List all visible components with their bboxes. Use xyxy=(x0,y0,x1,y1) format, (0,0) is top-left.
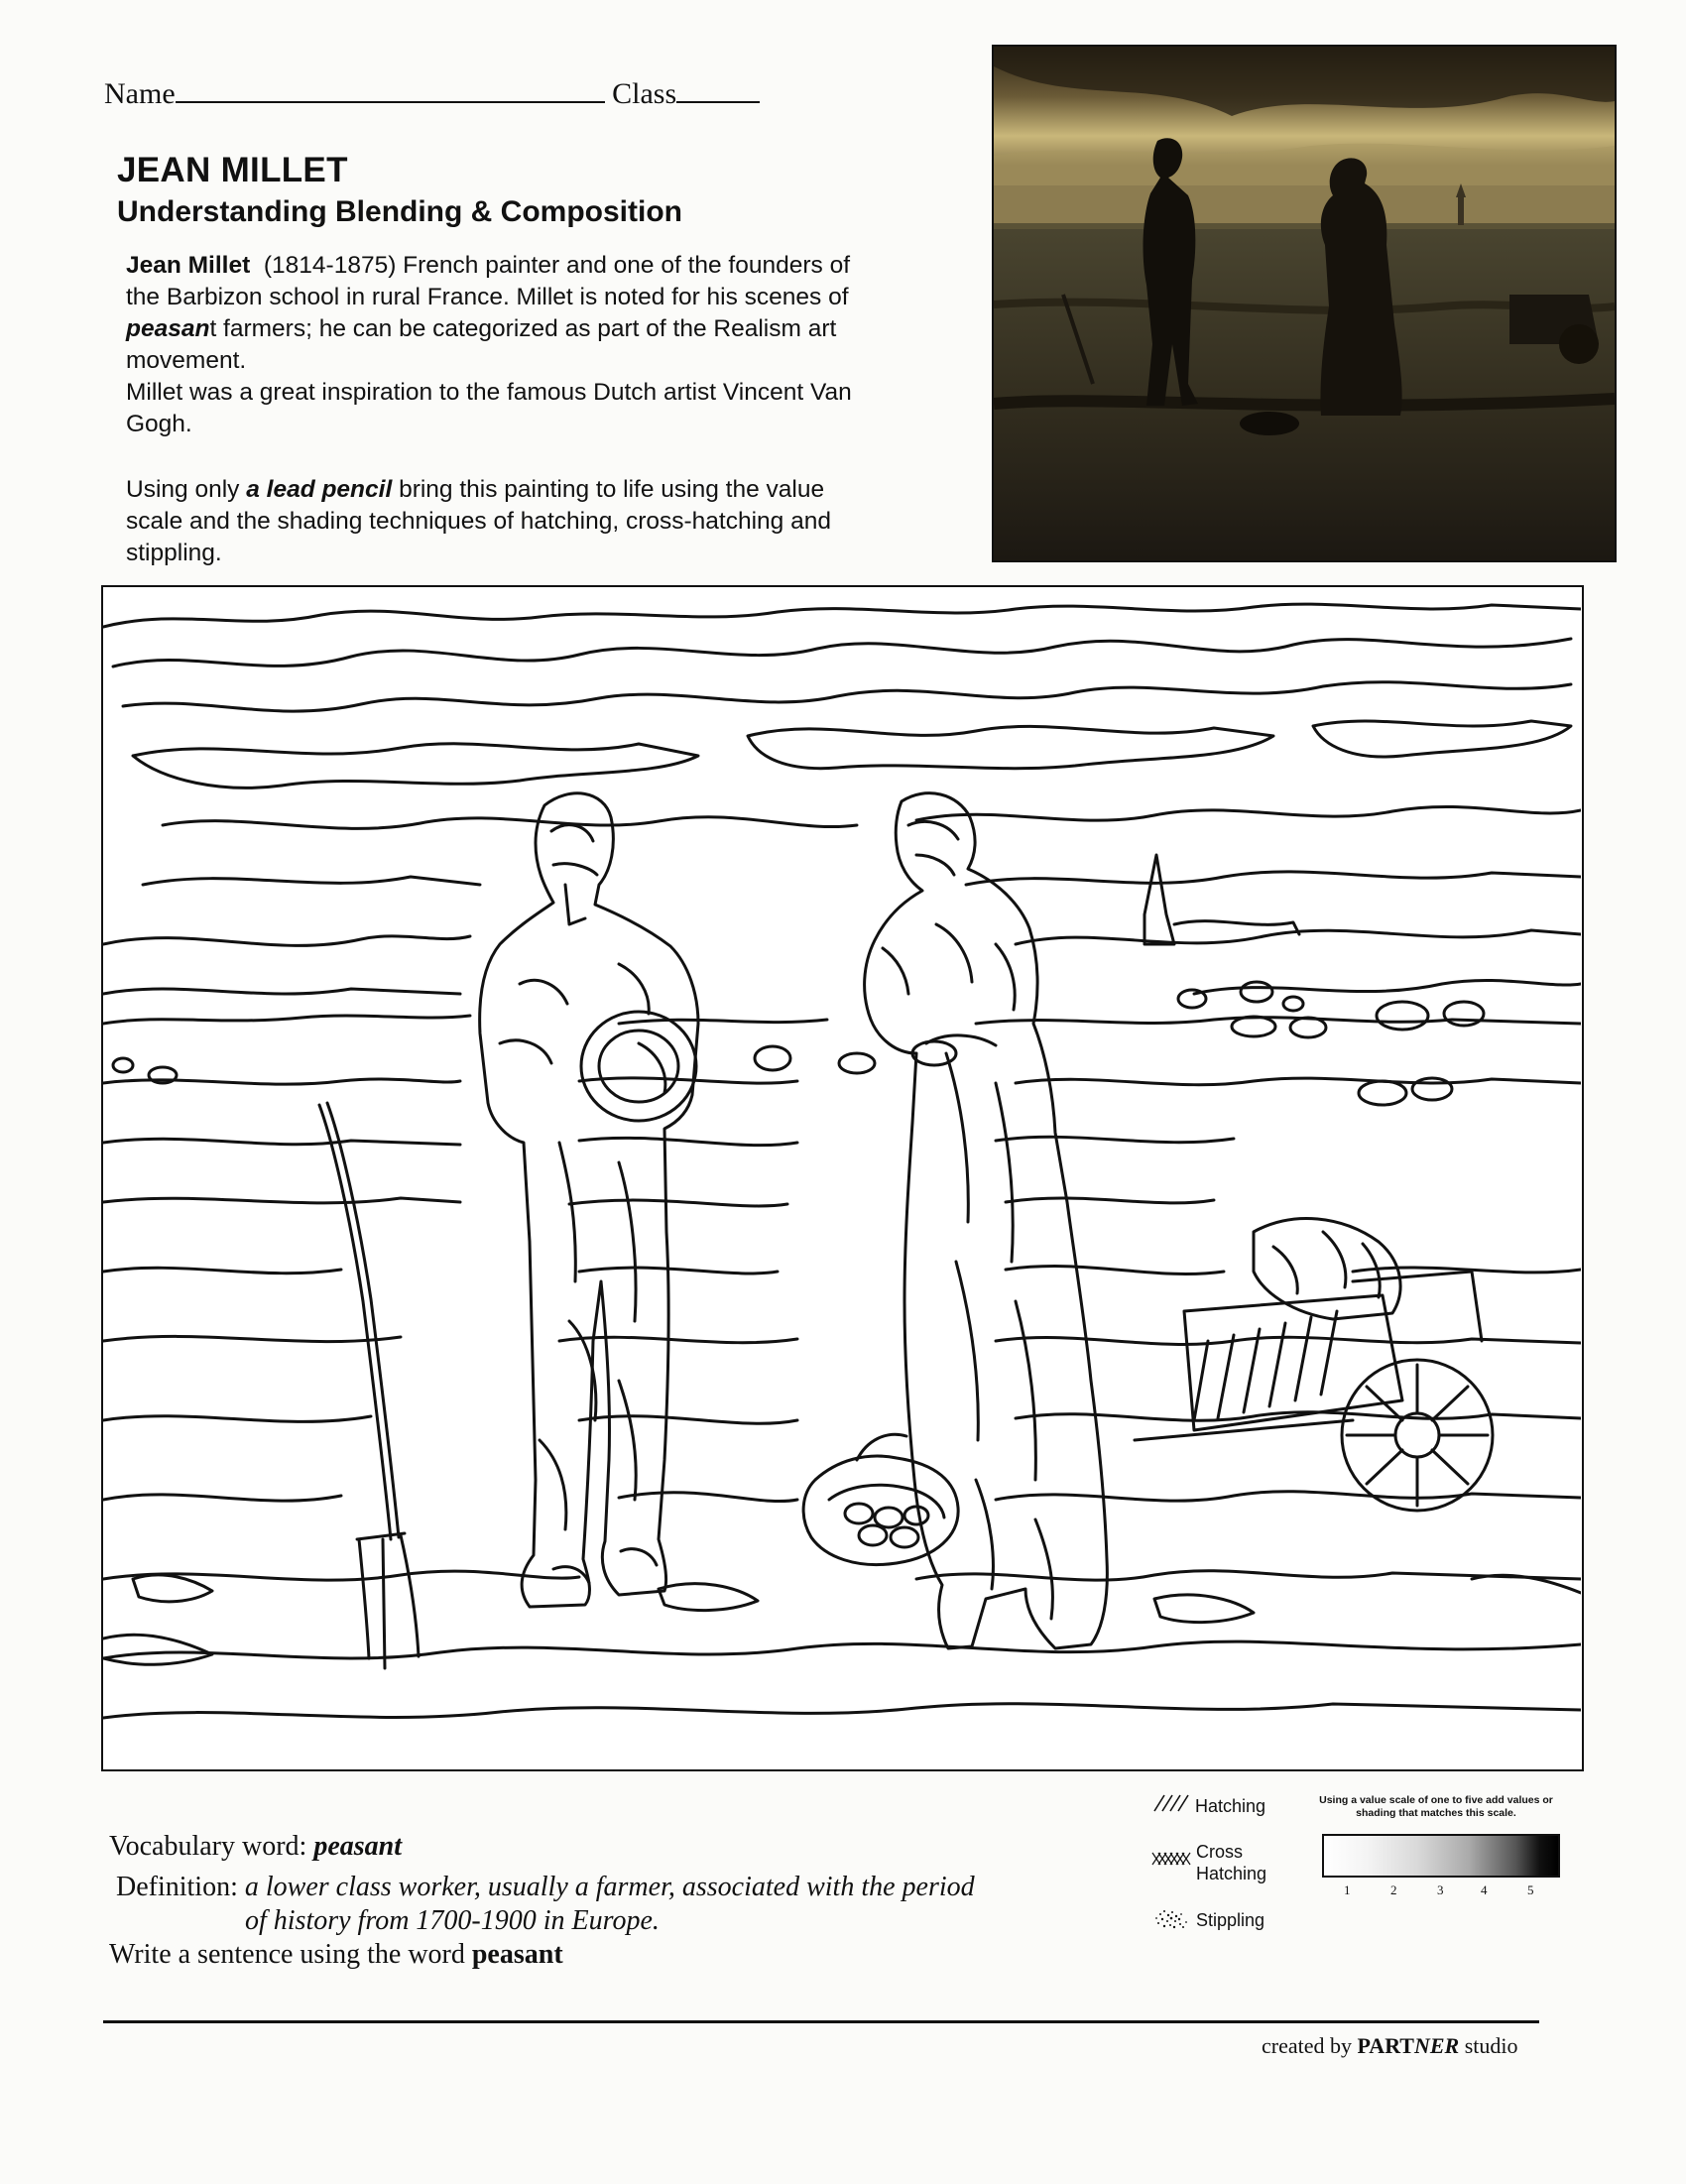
bio-emphasis: peasan xyxy=(126,315,210,342)
value-scale-number: 2 xyxy=(1390,1882,1397,1897)
angelus-painting xyxy=(992,45,1617,562)
credit-pre: created by xyxy=(1262,2033,1358,2058)
cross-hatching-icon xyxy=(1150,1847,1194,1873)
credit-post: studio xyxy=(1459,2033,1518,2058)
instructions-post: bring this painting to life using the value scale and the shading techniques of hatching, cross-hatching and stippling. xyxy=(126,476,831,566)
value-scale-number: 1 xyxy=(1344,1882,1351,1897)
instructions xyxy=(126,474,870,569)
class-label: Class xyxy=(612,77,677,110)
value-scale-bar xyxy=(1322,1834,1560,1878)
coloring-line-art[interactable] xyxy=(101,585,1584,1771)
value-scale-caption: Using a value scale of one to five add values or shading that matches this scale. xyxy=(1319,1794,1553,1819)
value-scale-number: 4 xyxy=(1481,1882,1488,1897)
page-title: JEAN MILLET xyxy=(117,151,348,189)
definition-text-2: of history from 1700-1900 in Europe. xyxy=(245,1905,660,1936)
artist-name: Jean Millet xyxy=(126,252,251,279)
name-class-line xyxy=(104,77,760,111)
footer-divider xyxy=(103,2020,1539,2023)
cross-hatching-label xyxy=(1196,1841,1266,1884)
value-scale-number: 3 xyxy=(1437,1882,1444,1897)
vocab-label: Vocabulary word: xyxy=(109,1831,307,1862)
cross-hatching-label-2: Hatching xyxy=(1196,1864,1267,1883)
credit-line xyxy=(1262,2033,1518,2059)
credit-brand-1: PART xyxy=(1357,2033,1414,2058)
hatching-label: Hatching xyxy=(1195,1796,1266,1816)
value-scale-number: 5 xyxy=(1527,1882,1534,1897)
instructions-pre: Using only xyxy=(126,476,247,503)
sentence-prompt-text: Write a sentence using the word xyxy=(109,1939,465,1970)
sentence-prompt-word: peasant xyxy=(471,1939,563,1970)
stippling-icon xyxy=(1150,1906,1194,1932)
bio-text-after: t farmers; he can be categorized as part of the Realism art movement. xyxy=(126,315,837,374)
artist-bio xyxy=(126,250,870,440)
hatching-icon xyxy=(1150,1791,1194,1817)
definition-label: Definition: xyxy=(116,1872,238,1902)
page-subtitle: Understanding Blending & Composition xyxy=(117,195,682,228)
vocab-word: peasant xyxy=(313,1831,403,1862)
credit-brand-2: NER xyxy=(1413,2033,1460,2058)
bio-text: (1814-1875) French painter and one of the founders of the Barbizon school in rural France. Millet is noted for his scenes of xyxy=(126,252,851,310)
sentence-prompt xyxy=(109,1939,563,1971)
instructions-emphasis: a lead pencil xyxy=(246,476,393,503)
class-blank[interactable] xyxy=(676,77,760,103)
cross-hatching-label-1: Cross xyxy=(1196,1842,1244,1862)
name-blank[interactable] xyxy=(176,77,605,103)
bio-line2: Millet was a great inspiration to the famous Dutch artist Vincent Van Gogh. xyxy=(126,379,852,437)
definition xyxy=(116,1871,1108,1938)
stippling-label: Stippling xyxy=(1196,1910,1265,1930)
vocabulary-word xyxy=(109,1831,402,1863)
name-label: Name xyxy=(104,77,176,110)
definition-text-1: a lower class worker, usually a farmer, associated with the period xyxy=(244,1872,975,1902)
